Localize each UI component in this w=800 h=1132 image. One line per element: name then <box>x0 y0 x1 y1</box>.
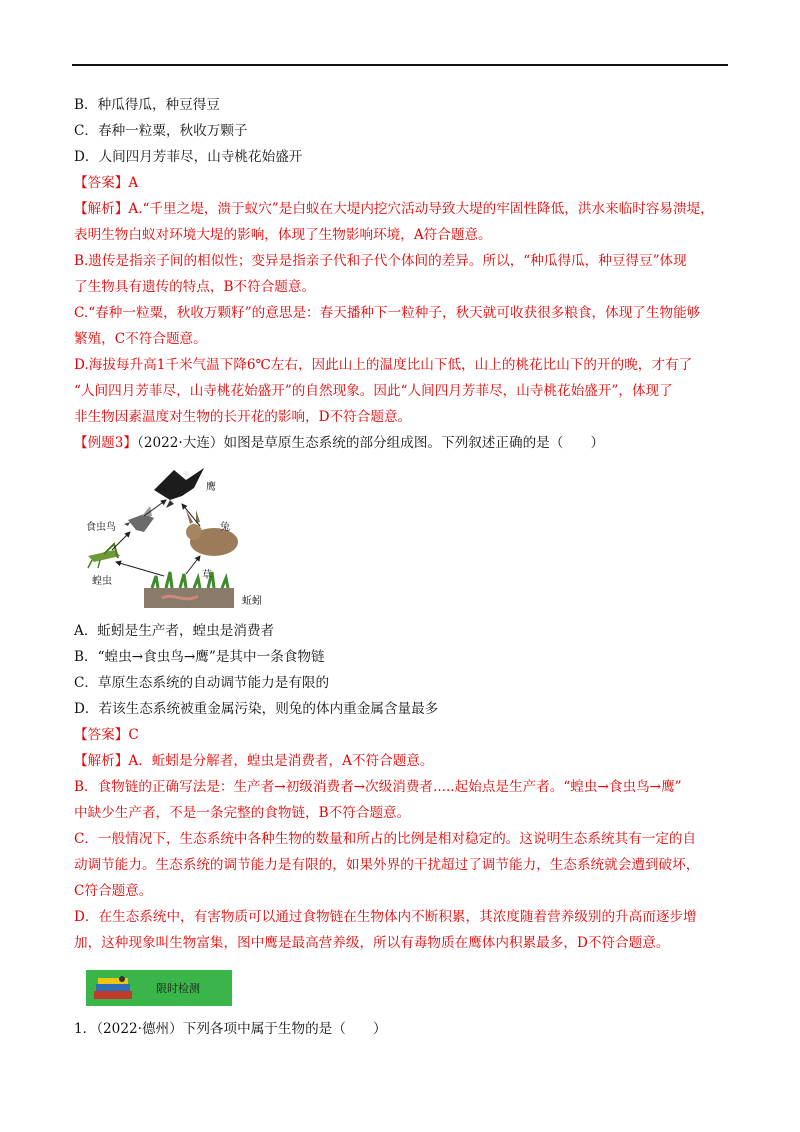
analysis-1-d-line2: “人间四月芳菲尽，山寺桃花始盛开”的自然现象。因此“人间四月芳菲尽，山寺桃花始盛开”，体现了 <box>74 383 673 399</box>
analysis-1-b-line1: B.遗传是指亲子间的相似性；变异是指亲子代和子代个体间的差异。所以，“种瓜得瓜，种豆得豆”体现 <box>74 253 687 269</box>
insectivorous-bird-icon <box>124 506 154 532</box>
option-b-prev: B．种瓜得瓜，种豆得豆 <box>74 97 220 113</box>
example-3-text: （2022·大连）如图是草原生态系统的部分组成图。下列叙述正确的是（ ） <box>137 435 605 451</box>
books-icon <box>92 975 136 1001</box>
food-web-figure <box>74 460 274 610</box>
analysis-3-d-line1: D．在生态系统中，有害物质可以通过食物链在生物体内不断积累，其浓度随着营养级别的升高而逐步增 <box>74 909 697 925</box>
analysis-3-c-line1: C．一般情况下，生态系统中各种生物的数量和所占的比例是相对稳定的。这说明生态系统其有一定的自 <box>74 831 697 847</box>
option-d-prev: D．人间四月芳菲尽，山寺桃花始盛开 <box>74 149 303 165</box>
analysis-3-c-line2: 动调节能力。生态系统的调节能力是有限的，如果外界的干扰超过了调节能力，生态系统就会遭到破坏， <box>74 857 700 873</box>
answer-3: 【答案】C <box>74 727 139 743</box>
option-3-c: C．草原生态系统的自动调节能力是有限的 <box>74 675 330 691</box>
header-rule <box>72 64 728 66</box>
analysis-3-d-line2: 加，这种现象叫生物富集，图中鹰是最高营养级，所以有毒物质在鹰体内积累最多，D不符合题意。 <box>74 935 670 951</box>
analysis-1-c-line2: 繁殖，C不符合题意。 <box>74 331 207 347</box>
analysis-1-c-line1: C.“春种一粒粟，秋收万颗籽”的意思是：春天播种下一粒种子，秋天就可收获很多粮食，体现了生物能够 <box>74 305 701 321</box>
analysis-3-b-line1: B．食物链的正确写法是：生产者→初级消费者→次级消费者.....起始点是生产者。“蝗虫→食虫鸟→鹰” <box>74 779 682 795</box>
example-3-stem <box>74 430 734 456</box>
option-3-a: A．蚯蚓是生产者，蝗虫是消费者 <box>74 623 275 639</box>
analysis-3-a-line1: 【解析】A．蚯蚓是分解者，蝗虫是消费者，A不符合题意。 <box>74 753 434 769</box>
answer-1: 【答案】A <box>74 175 139 191</box>
analysis-3 <box>74 748 734 956</box>
food-web-illustration <box>74 460 274 610</box>
analysis-1-a-line1: 【解析】A.“千里之堤，溃于蚁穴”是白蚁在大堤内挖穴活动导致大堤的牢固性降低，洪水来临时容易溃堤， <box>74 201 714 217</box>
analysis-3-b-line2: 中缺少生产者，不是一条完整的食物链，B不符合题意。 <box>74 805 411 821</box>
question-1: 1．（2022·德州）下列各项中属于生物的是（ ） <box>74 1021 387 1037</box>
label-grass: 草 <box>202 570 212 581</box>
example-3-tag: 【例题3】 <box>74 435 138 451</box>
label-rabbit: 兔 <box>220 522 230 533</box>
analysis-3-c-line3: C符合题意。 <box>74 883 153 899</box>
document-body <box>74 92 734 1042</box>
label-bird: 食虫鸟 <box>86 522 116 533</box>
option-3-b: B．“蝗虫→食虫鸟→鹰”是其中一条食物链 <box>74 649 325 665</box>
grass-soil-icon <box>144 572 234 608</box>
eagle-icon <box>154 468 204 508</box>
option-c-prev: C．春种一粒粟，秋收万颗子 <box>74 123 248 139</box>
label-eagle: 鹰 <box>206 482 216 493</box>
grasshopper-icon <box>88 544 120 568</box>
rabbit-icon <box>186 510 238 556</box>
section-badge <box>86 970 232 1006</box>
analysis-1-d-line1: D.海拔每升高1千米气温下降6℃左右，因此山上的温度比山下低，山上的桃花比山下的开的晚，才有了 <box>74 357 693 373</box>
analysis-1-d-line3: 非生物因素温度对生物的长开花的影响，D不符合题意。 <box>74 409 412 425</box>
section-badge-label: 限时检测 <box>156 982 200 995</box>
option-3-d: D．若该生态系统被重金属污染，则兔的体内重金属含量最多 <box>74 701 439 717</box>
analysis-1-b-line2: 了生物具有遗传的特点，B不符合题意。 <box>74 279 316 295</box>
label-grasshopper: 蝗虫 <box>92 576 112 587</box>
analysis-1-a-line2: 表明生物白蚁对环境大堤的影响，体现了生物影响环境，A符合题意。 <box>74 227 492 243</box>
analysis-1 <box>74 196 734 430</box>
label-earthworm: 蚯蚓 <box>242 596 262 607</box>
